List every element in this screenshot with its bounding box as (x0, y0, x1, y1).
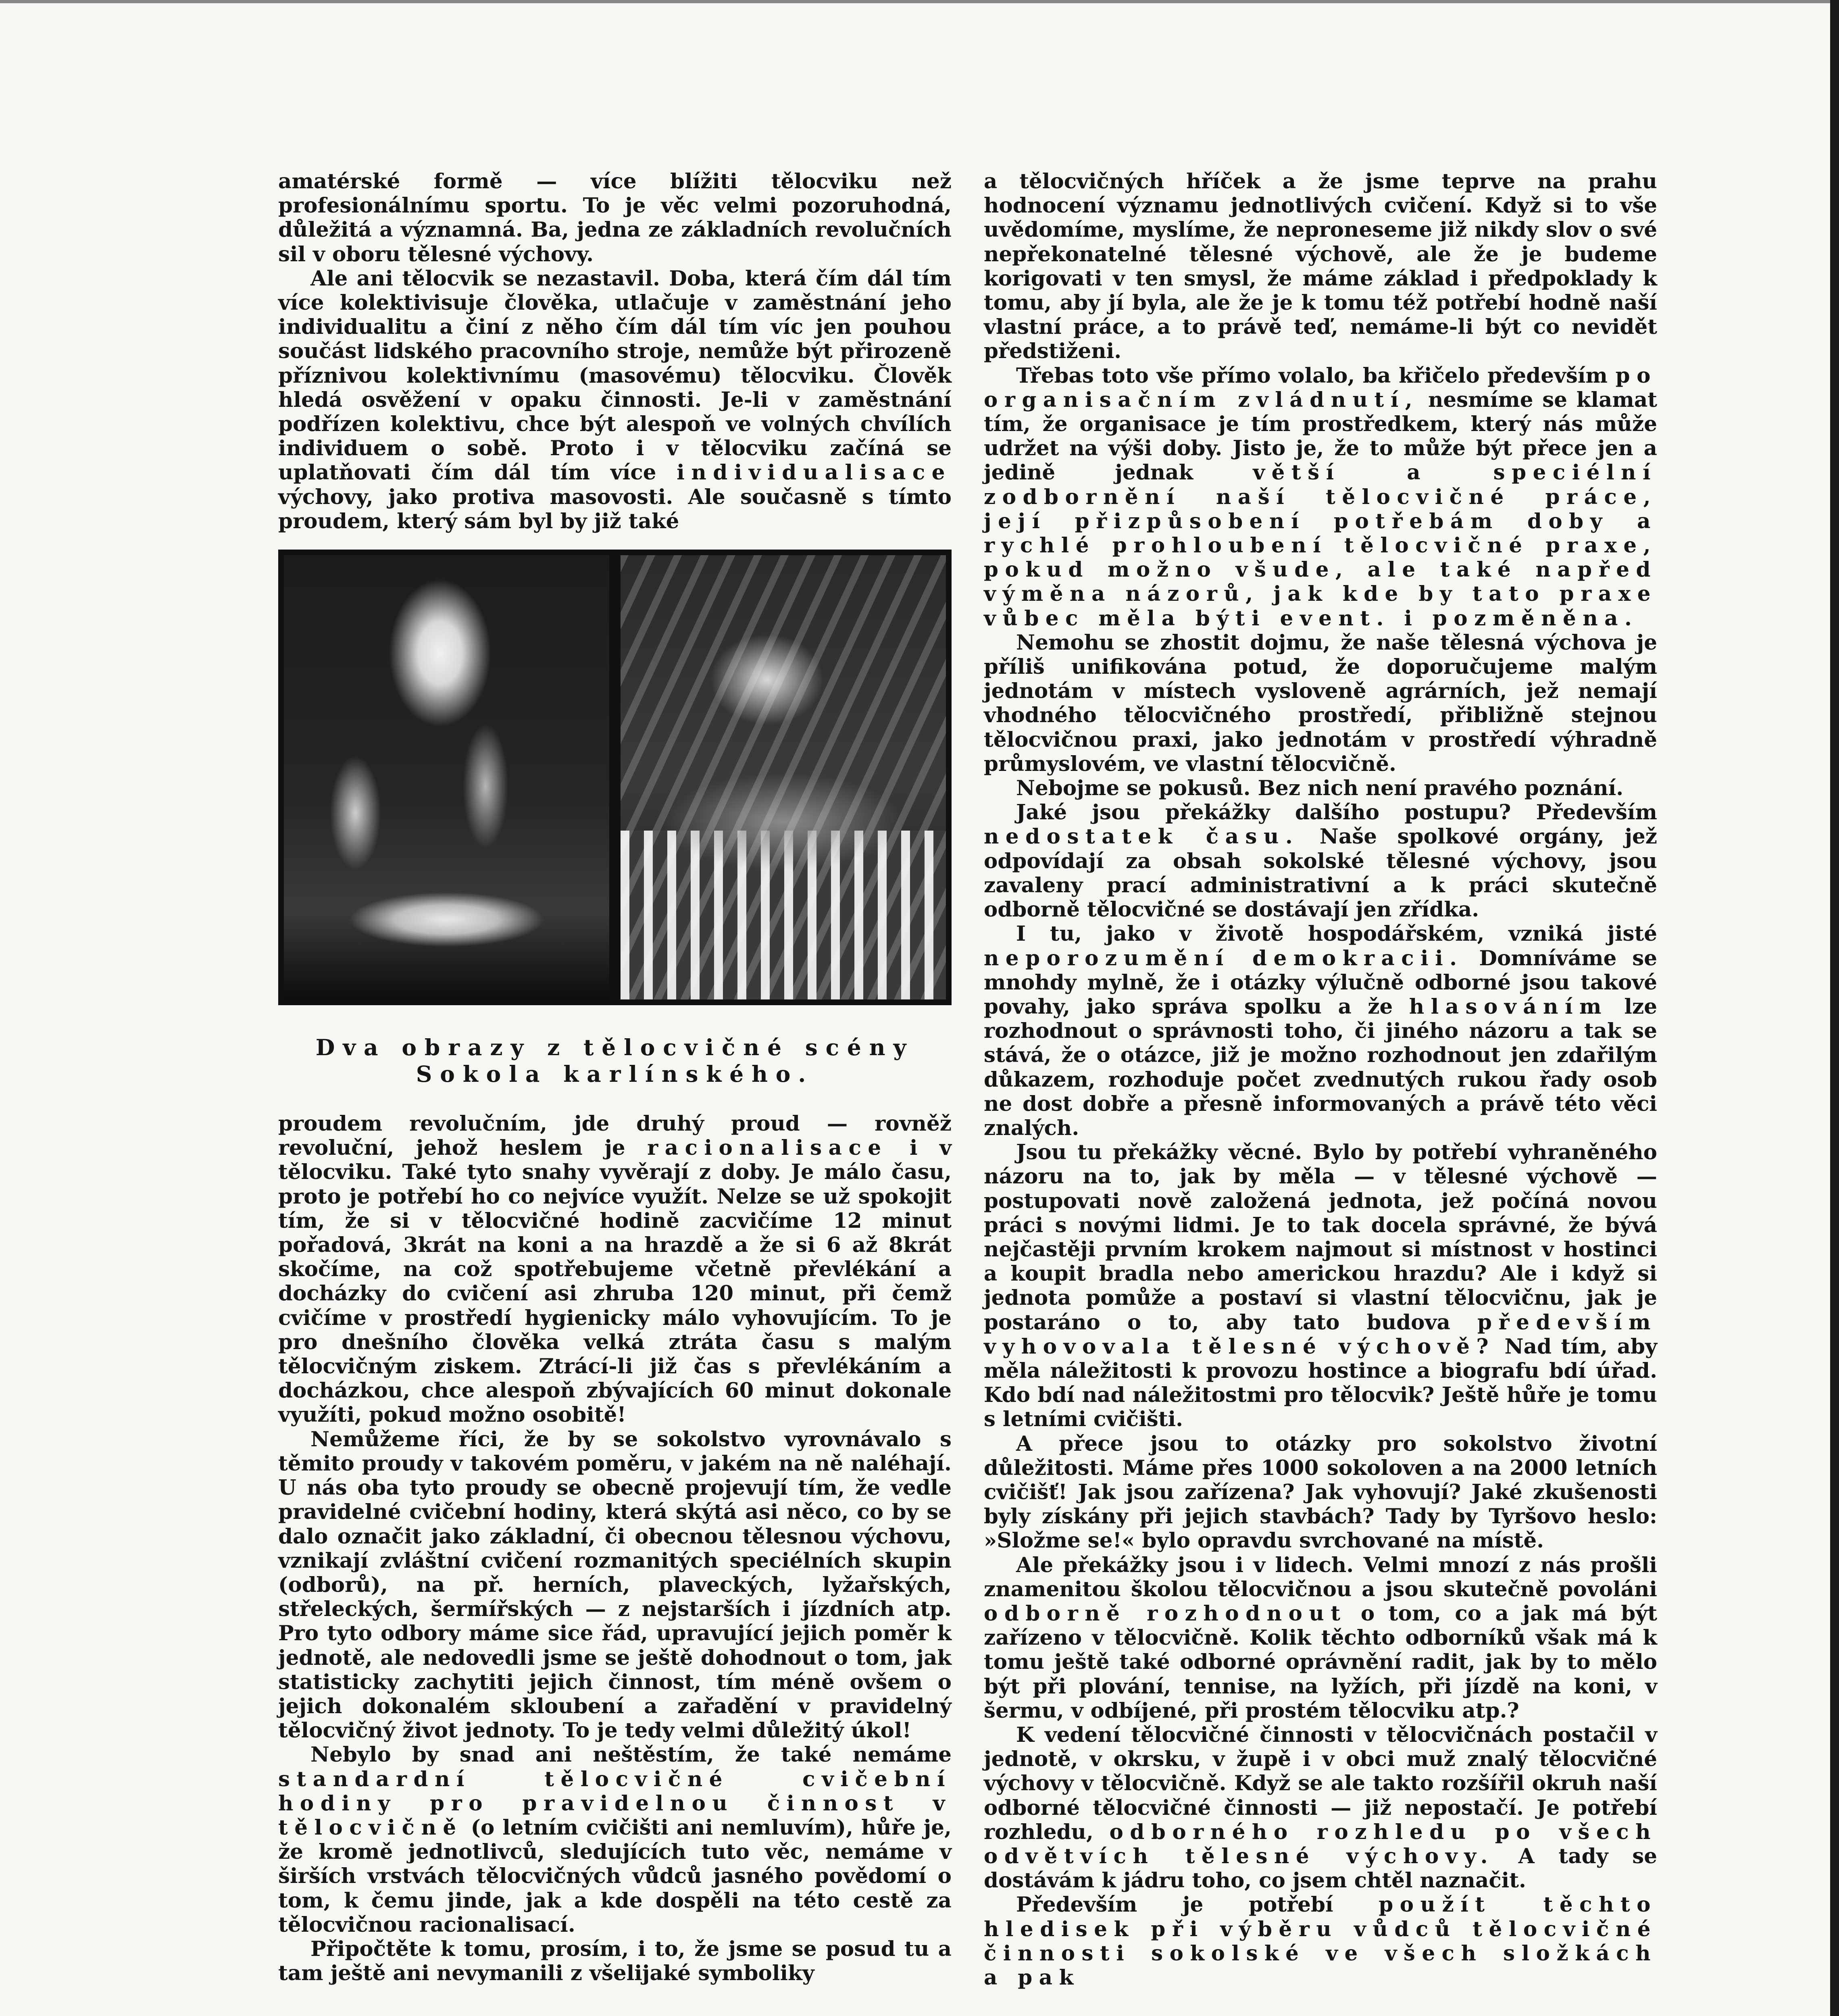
paragraph: Nemohu se zhostit dojmu, že naše tělesná výchova je příliš unifikována potud, že doporučujeme malým jednotám v místech vysloveně agrárních, jež nemají vhodného tělocvičného prostředí, přibližně stejnou tělocvičnou praxi, jako jednotám v prostředí výhradně průmyslovém, ve vlastní tělocvičně. (984, 630, 1657, 776)
paragraph: Nebojme se pokusů. Bez nich není pravého poznání. (1016, 776, 1624, 801)
paragraph: Ale ani tělocvik se nezastavil. Doba, která čím dál tím více kolektivisuje člověka, utlačuje v zaměstnání jeho individualitu a činí z něho čím dál tím víc jen pouhou součást lidského pracovního stroje, nemůže být přirozeně příznivou kolektivnímu (masovému) tělocviku. Člověk hledá osvěžení v opaku činnosti. Je-li v zaměstnání podřízen kolektivu, chce být alespoň ve volných chvílích individuem o sobě. Proto i v tělocviku začíná se uplatňovati čím dál tím více individualisace výchovy, jako protiva masovosti. Ale současně s tímto proudem, který sám byl by již také (278, 266, 952, 533)
paragraph: A přece jsou to otázky pro sokolstvo životní důležitosti. Máme přes 1000 sokoloven a na 2000 letních cvičišť! Jak jsou zařízena? Jak vyhovují? Jaké zkušenosti byly získány při jejich stavbách? Tady by Tyršovo heslo: »Složme se!« bylo opravdu svrchované na místě. (984, 1431, 1657, 1553)
stage-photo-right (621, 555, 946, 1000)
paragraph: I tu, jako v životě hospodářském, vzniká jisté neporozumění demokracii. Domníváme se mnohdy mylně, že i otázky výlučně odborné jsou takové povahy, jako správa spolku a že hlasováním lze rozhodnout o správnosti toho, či jiného názoru a tak se stává, že o otázce, již je možno rozhodnout jen zdařilým důkazem, rozhoduje počet zvednutých rukou řady osob ne dost dobře a přesně informovaných a právě této věci znalých. (984, 922, 1657, 1140)
paragraph: K vedení tělocvičné činnosti v tělocvičnách postačil v jednotě, v okrsku, v župě i v obci muž znalý tělocvičné výchovy v tělocvičně. Když se ale takto rozšířil okruh naší odborné tělocvičné činnosti — již nepostačí. Je potřebí rozhledu, odborného rozhledu po všech odvětvích tělesné výchovy. A tady se dostávám k jádru toho, co jsem chtěl naznačit. (984, 1723, 1658, 1893)
paragraph: proudem revolučním, jde druhý proud — rovněž revoluční, jehož heslem je racionalisace i v tělocviku. Také tyto snahy vyvěrají z doby. Je málo času, proto je potřebí ho co nejvíce využít. Nelze se už spokojit tím, že si v tělocvičné hodině zacvičíme 12 minut pořadová, 3krát na koni a na hrazdě a že si 6 až 8krát skočíme, na což spotřebujeme včetně převlékání a docházky do cvičení asi zhruba 120 minut, při čemž cvičíme v prostředí hygienicky málo vyhovujícím. To je pro dnešního člověka velká ztráta času s malým tělocvičným ziskem. Ztrácí-li již čas s převlékáním a docházkou, chce alespoň zbývajících 60 minut dokonale využíti, pokud možno osobitě! (278, 1112, 952, 1427)
paragraph: Nebylo by snad ani neštěstím, že také nemáme standardní tělocvičné cvičební hodiny pro pravidelnou činnost v tělocvičně (o letním cvičišti ani nemluvím), hůře je, že kromě jednotlivců, sledujících tuto věc, nemáme v širších vrstvách tělocvičných vůdců jasného povědomí o tom, k čemu jinde, jak a kde dospěli na této cestě za tělocvičnou racionalisací. (278, 1743, 952, 1937)
paragraph: Nemůžeme říci, že by se sokolstvo vyrovnávalo s těmito proudy v takovém poměru, v jakém na ně naléhají. U nás oba tyto proudy se obecně projevují tím, že vedle pravidelné cvičební hodiny, která skýtá asi něco, co by se dalo označit jako základní, či obecnou tělesnou výchovu, vznikají zvláštní cvičení rozmanitých speciélních skupin (odborů), na př. herních, plaveckých, lyžařských, střeleckých, šermířských — z nejstarších i jízdních atp. Pro tyto odbory máme sice řád, upravující jejich poměr k jednotě, ale nedovedli jsme se ještě dohodnout o tom, jak statisticky zachytiti jejich činnost, tím méně ovšem o jejich dokonalém skloubení a zařadění v pravidelný tělocvičný život jednoty. To je tedy velmi důležitý úkol! (278, 1427, 952, 1743)
paragraph: amatérské formě — více blížiti tělocviku než profesionálnímu sportu. To je věc velmi pozoruhodná, důležitá a významná. Ba, jedna ze základních revolučních sil v oboru tělesné výchovy. (278, 169, 952, 267)
scan-edge-top (0, 0, 1839, 3)
paragraph: Jaké jsou překážky dalšího postupu? Především nedostatek času. Naše spolkové orgány, jež odpovídají za obsah sokolské tělesné výchovy, jsou zavaleny prací administrativní a k práci skutečně odborně tělocvičné se dostávají jen zřídka. (984, 800, 1657, 922)
stage-photo-left (284, 555, 609, 1000)
paragraph: Připočtěte k tomu, prosím, i to, že jsme se posud tu a tam ještě ani nevymanili z všelijaké symboliky (278, 1937, 952, 1986)
paragraph: a tělocvičných hříček a že jsme teprve na prahu hodnocení významu jednotlivých cvičení. Když si to vše uvědomíme, myslíme, že neproneseme již nikdy slov o své nepřekonatelné tělesné výchově, ale že je budeme korigovati v ten smysl, že máme základ i předpoklady k tomu, aby jí byla, ale že je k tomu též potřebí hodně naší vlastní práce, a to právě teď, nemáme-li být co nevidět předstiženi. (984, 169, 1657, 364)
paragraph: Jsou tu překážky věcné. Bylo by potřebí vyhraněného názoru na to, jak by měla — v tělesné výchově — postupovati nově založená jednota, jež počíná novou práci s novými lidmi. Je to tak docela správné, že bývá nejčastěji prvním krokem najmout si místnost v hostinci a koupit bradla nebo americkou hrazdu? Ale i když si jednota pomůže a postaví si vlastní tělocvičnu, jak je postaráno o to, aby tato budova především vyhovovala tělesné výchově? Nad tím, aby měla náležitosti k provozu hostince a biografu bdí úřad. Kdo bdí nad náležitostmi pro tělocvik? Ještě hůře je tomu s letními cvičišti. (984, 1140, 1657, 1432)
figure-caption: Dva obrazy z tělocvičné scény Sokola karlínského. (315, 1034, 914, 1087)
photo-pair (278, 550, 952, 1005)
paragraph: Především je potřebí použít těchto hledisek při výběru vůdců tělocvičné činnosti sokolské ve všech složkách a pak (984, 1893, 1657, 1990)
figure (278, 550, 952, 1087)
left-column (278, 169, 952, 1985)
scan-edge-right (1830, 0, 1839, 2016)
right-column (984, 169, 1657, 1990)
paragraph: Ale překážky jsou i v lidech. Velmi mnozí z nás prošli znamenitou školou tělocvičnou a jsou skutečně povoláni odborně rozhodnout o tom, co a jak má být zařízeno v tělocvičně. Kolik těchto odborníků však má k tomu ještě také odborné oprávnění radit, jak by to mělo být při plování, tennise, na lyžích, při jízdě na koni, v šermu, v odbíjené, při prostém tělocviku atp.? (984, 1553, 1657, 1723)
paragraph: Třebas toto vše přímo volalo, ba křičelo především po organisačním zvládnutí, nesmíme se klamat tím, že organisace je tím prostředkem, který nás může udržet na výši doby. Jisto je, že to může být přece jen a jedině jednak větší a speciélní zodbornění naší tělocvičné práce, její přizpůsobení potřebám doby a rychlé prohloubení tělocvičné praxe, pokud možno všude, ale také napřed výměna názorů, jak kde by tato praxe vůbec měla býti event. i pozměněna. (984, 363, 1657, 631)
